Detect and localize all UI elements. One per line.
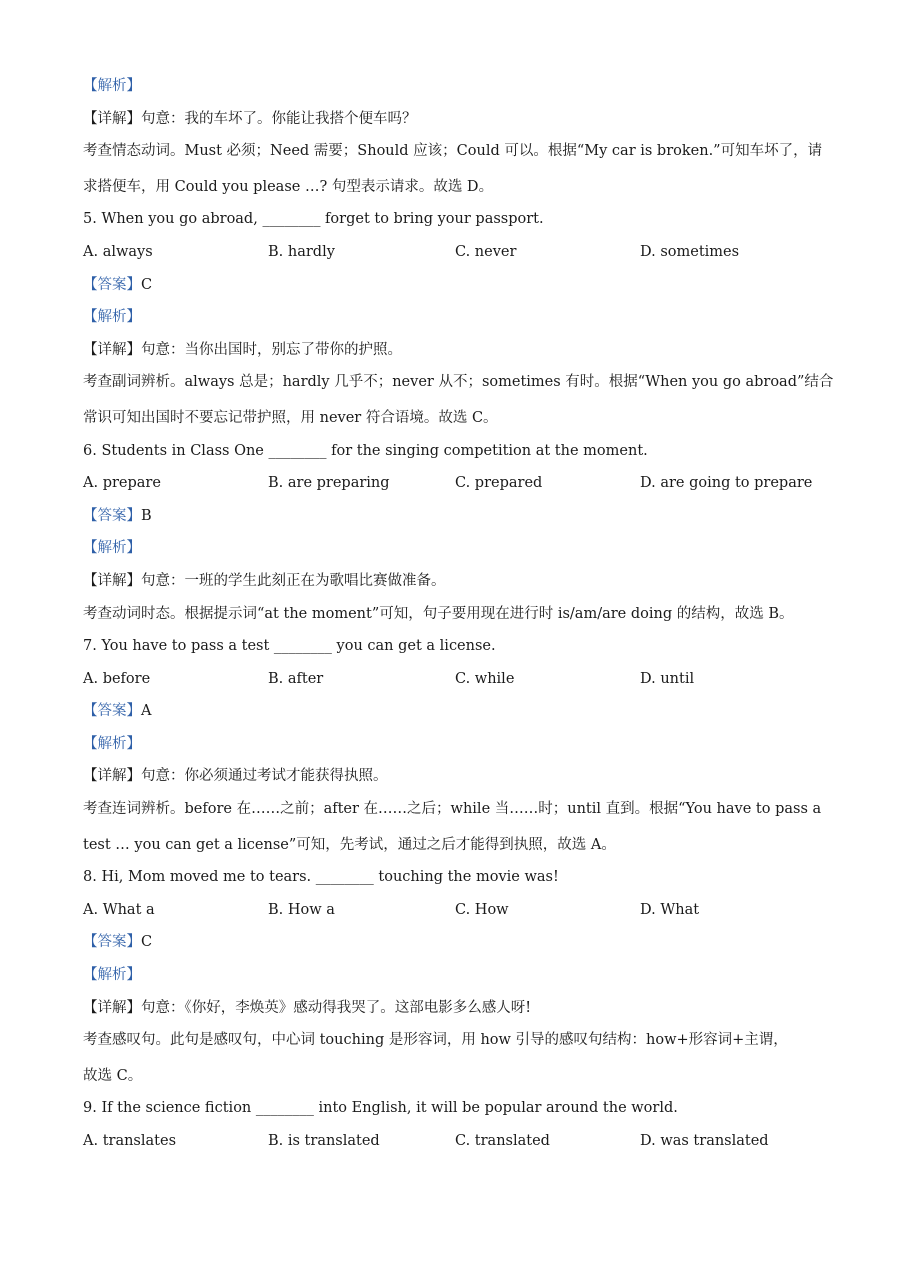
q6-explanation-line-1: 考查动词时态。根据提示词“at the moment”可知，句子要用现在进行时 is/am/are doing 的结构，故选 B。 [83,605,794,622]
q7-options [83,669,828,689]
q5-option-d: D. sometimes [640,243,740,260]
q8-detail: 【详解】句意：《你好，李焕英》感动得我哭了。这部电影多么感人呀! [83,999,532,1016]
q7-stem: 7. You have to pass a test ________ you can get a license. [83,638,496,655]
q7-answer [83,701,828,721]
q5-option-b: B. hardly [268,243,335,260]
q8-answer [83,932,828,952]
analysis-label: 【解析】 [83,735,141,752]
q5-answer [83,275,828,295]
q8-options [83,900,828,920]
q4-explanation-line-2: 求搭便车，用 Could you please …? 句型表示请求。故选 D。 [83,178,494,195]
q6-answer-value: B [141,507,152,524]
q8-stem: 8. Hi, Mom moved me to tears. ________ touching the movie was! [83,869,559,886]
q5-detail: 【详解】句意：当你出国时，别忘了带你的护照。 [83,341,402,358]
q5-stem: 5. When you go abroad, ________ forget to bring your passport. [83,211,544,228]
q9-option-a: A. translates [83,1133,177,1149]
q8-option-a: A. What a [83,901,155,918]
q8-option-c: C. How [455,901,509,918]
q6-options [83,473,828,493]
answer-label: 【答案】 [83,507,141,524]
q6-detail: 【详解】句意：一班的学生此刻正在为歌唱比赛做准备。 [83,572,446,589]
q7-explanation-line-2: test … you can get a license”可知，先考试，通过之后才能得到执照，故选 A。 [83,836,616,853]
q4-detail: 【详解】句意：我的车坏了。你能让我搭个便车吗？ [83,110,417,127]
q9-option-b: B. is translated [268,1133,380,1149]
q7-option-c: C. while [455,670,515,687]
q7-detail: 【详解】句意：你必须通过考试才能获得执照。 [83,768,388,785]
q6-answer [83,506,828,526]
analysis-label: 【解析】 [83,967,141,984]
q5-option-c: C. never [455,243,517,260]
answer-label: 【答案】 [83,934,141,951]
answer-label: 【答案】 [83,703,141,720]
q6-stem: 6. Students in Class One ________ for the singing competition at the moment. [83,442,648,459]
q6-option-d: D. are going to prepare [640,475,813,492]
q6-option-a: A. prepare [83,475,161,492]
q9-option-d: D. was translated [640,1133,769,1149]
analysis-label: 【解析】 [83,309,141,326]
q8-answer-value: C [141,934,153,951]
q7-option-d: D. until [640,670,695,687]
q6-option-b: B. are preparing [268,475,390,492]
q5-option-a: A. always [83,243,153,260]
q4-explanation-line-1: 考查情态动词。Must 必须；Need 需要；Should 应该；Could 可以。根据“My car is broken.”可知车坏了，请 [83,143,823,160]
q6-option-c: C. prepared [455,475,543,492]
q9-options [83,1131,828,1151]
q9-stem: 9. If the science fiction ________ into English, it will be popular around the world. [83,1100,678,1117]
q9-option-c: C. translated [455,1133,550,1149]
q5-answer-value: C [141,276,153,293]
q5-options [83,242,828,262]
q8-explanation-line-1: 考查感叹句。此句是感叹句，中心词 touching 是形容词，用 how 引导的感叹句结构：how+形容词+主谓， [83,1032,788,1049]
q8-explanation-line-2: 故选 C。 [83,1067,143,1084]
analysis-label: 【解析】 [83,540,141,557]
q5-explanation-line-2: 常识可知出国时不要忘记带护照，用 never 符合语境。故选 C。 [83,409,498,426]
answer-label: 【答案】 [83,276,141,293]
q5-explanation-line-1: 考查副词辨析。always 总是；hardly 几乎不；never 从不；sometimes 有时。根据“When you go abroad”结合 [83,374,834,391]
q7-explanation-line-1: 考查连词辨析。before 在……之前；after 在……之后；while 当……时；until 直到。根据“You have to pass a [83,801,822,818]
q7-answer-value: A [141,703,152,720]
q7-option-a: A. before [83,670,151,687]
q7-option-b: B. after [268,670,324,687]
analysis-label: 【解析】 [83,78,141,94]
q8-option-b: B. How a [268,901,335,918]
q8-option-d: D. What [640,901,700,918]
document-page [83,76,834,1151]
